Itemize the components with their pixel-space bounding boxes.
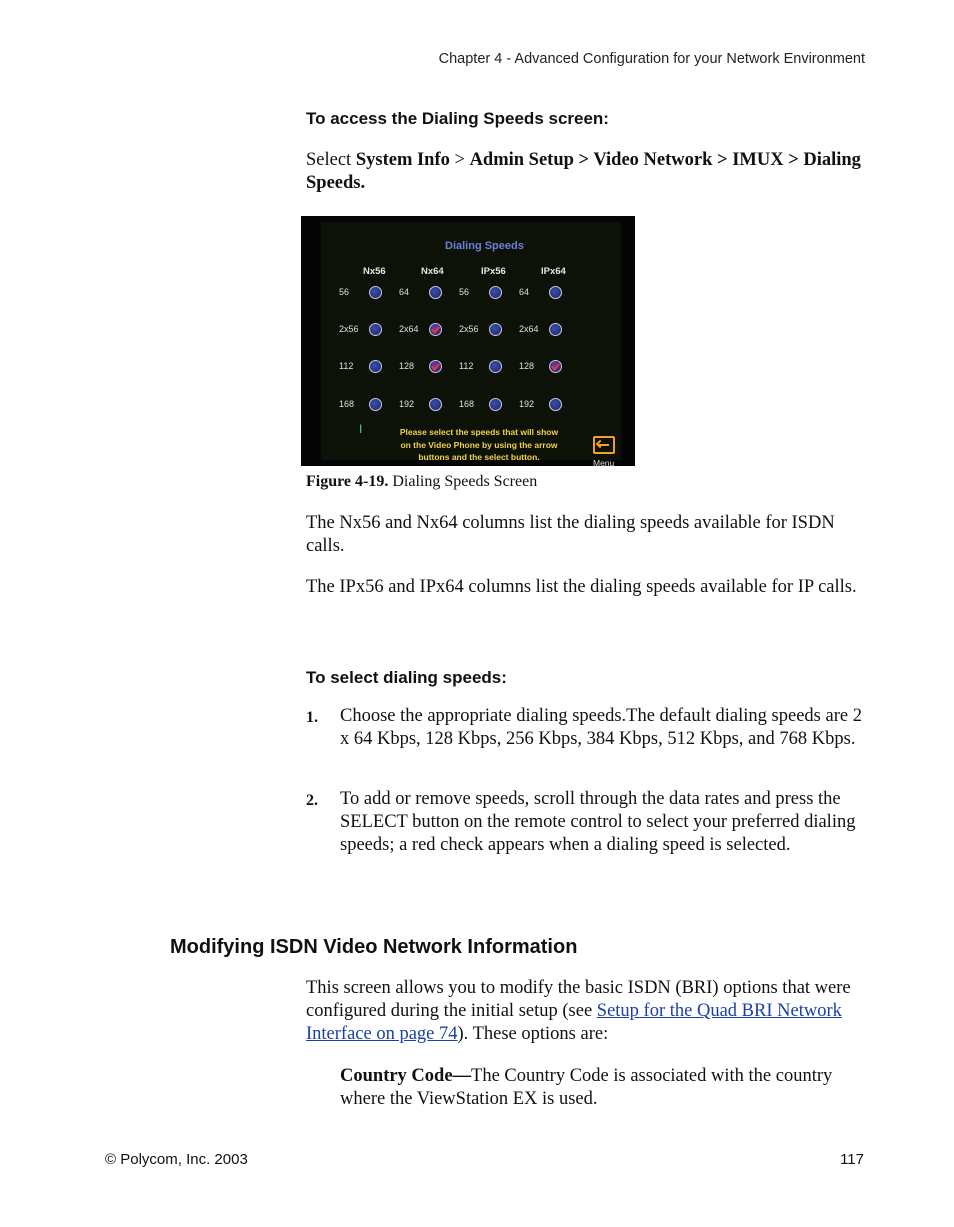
speed-label: 128 <box>519 361 535 371</box>
menu-path-separator: > <box>454 150 465 170</box>
access-instruction <box>306 149 866 195</box>
paragraph-isdn-columns: The Nx56 and Nx64 columns list the dialing speeds available for ISDN calls. <box>306 513 835 556</box>
speed-label: 112 <box>339 361 354 371</box>
speed-radio-checked[interactable] <box>549 360 562 373</box>
paragraph-ip-columns: The IPx56 and IPx64 columns list the dialing speeds available for IP calls. <box>306 577 857 597</box>
speed-radio[interactable] <box>369 323 382 336</box>
speed-label: 56 <box>459 287 470 297</box>
speed-radio[interactable] <box>369 286 382 299</box>
speed-radio[interactable] <box>489 323 502 336</box>
speed-label: 2x56 <box>459 324 479 334</box>
column-header-ipx64: IPx64 <box>541 266 566 277</box>
speed-radio[interactable] <box>369 360 382 373</box>
speed-radio[interactable] <box>549 286 562 299</box>
speed-radio[interactable] <box>489 286 502 299</box>
speed-label: 64 <box>519 287 530 297</box>
speed-label: 2x64 <box>399 324 419 334</box>
country-code-definition <box>340 1065 866 1111</box>
page-number: 117 <box>840 1151 864 1168</box>
intro-text-end: ). These options are: <box>457 1024 609 1044</box>
column-header-ipx56: IPx56 <box>481 266 506 277</box>
step-text: Choose the appropriate dialing speeds.The default dialing speeds are 2 x 64 Kbps, 128 Kbps, 256 Kbps, 384 Kbps, 512 Kbps, and 768 Kbps. <box>340 706 862 749</box>
menu-path-system-info: System Info <box>355 150 450 170</box>
access-procedure-title: To access the Dialing Speeds screen: <box>306 109 609 128</box>
speed-radio[interactable] <box>549 398 562 411</box>
speed-label: 168 <box>459 399 475 409</box>
figure-caption <box>306 473 537 491</box>
country-code-text: The Country Code is associated with the country where the ViewStation EX is used. <box>340 1066 833 1109</box>
running-header: Chapter 4 - Advanced Configuration for your Network Environment <box>438 51 865 67</box>
speed-label: 168 <box>339 399 355 409</box>
speed-label: 56 <box>339 287 350 297</box>
speed-radio-checked[interactable] <box>429 360 442 373</box>
select-word: Select <box>306 150 352 170</box>
speed-radio[interactable] <box>489 360 502 373</box>
step-text: To add or remove speeds, scroll through the data rates and press the SELECT button on the remote control to select your preferred dialing speeds; a red check appears when a dialing speed is selected. <box>340 789 856 855</box>
message-line: Please select the speeds that will show <box>399 427 559 437</box>
speed-label: 128 <box>399 361 415 371</box>
speed-label: 2x56 <box>339 324 359 334</box>
setup-quad-bri-link[interactable]: Setup for the Quad BRI Network Interface on page 74 <box>306 1001 842 1044</box>
speed-label: 2x64 <box>519 324 539 334</box>
country-code-term: Country Code— <box>340 1066 472 1086</box>
speed-radio[interactable] <box>429 286 442 299</box>
speed-label: 192 <box>519 399 535 409</box>
screen-title: Dialing Speeds <box>445 240 524 252</box>
menu-path-rest: Admin Setup > Video Network > IMUX > Dialing Speeds. <box>306 150 861 193</box>
speed-label: 64 <box>399 287 410 297</box>
dialing-speeds-screenshot <box>301 216 635 466</box>
screen-area <box>321 222 621 468</box>
section-heading: Modifying ISDN Video Network Information <box>170 936 578 958</box>
figure-number: Figure 4-19. <box>306 473 389 490</box>
message-line: buttons and the select button. <box>418 452 540 462</box>
column-header-nx56: Nx56 <box>363 266 386 277</box>
back-arrow-icon <box>593 436 615 454</box>
message-line: on the Video Phone by using the arrow <box>400 439 558 450</box>
speed-label: 112 <box>459 361 474 371</box>
footer-copyright: © Polycom, Inc. 2003 <box>105 1151 248 1168</box>
menu-label: Menu <box>593 458 615 468</box>
select-procedure-title: To select dialing speeds: <box>306 668 507 687</box>
step-number: 2. <box>306 792 318 809</box>
speed-radio-checked[interactable] <box>429 323 442 336</box>
speed-radio[interactable] <box>369 398 382 411</box>
instruction-message <box>379 426 579 464</box>
column-header-nx64: Nx64 <box>421 266 444 277</box>
cursor-glyph: I <box>359 422 363 436</box>
step-number: 1. <box>306 709 318 726</box>
speed-radio[interactable] <box>429 398 442 411</box>
speed-label: 192 <box>399 399 415 409</box>
section-intro <box>306 977 868 1046</box>
speed-radio[interactable] <box>549 323 562 336</box>
intro-text: This screen allows you to modify the basic ISDN (BRI) options that were configured during the initial setup (see <box>306 978 851 1021</box>
speed-radio[interactable] <box>489 398 502 411</box>
figure-caption-text: Dialing Speeds Screen <box>392 473 538 490</box>
